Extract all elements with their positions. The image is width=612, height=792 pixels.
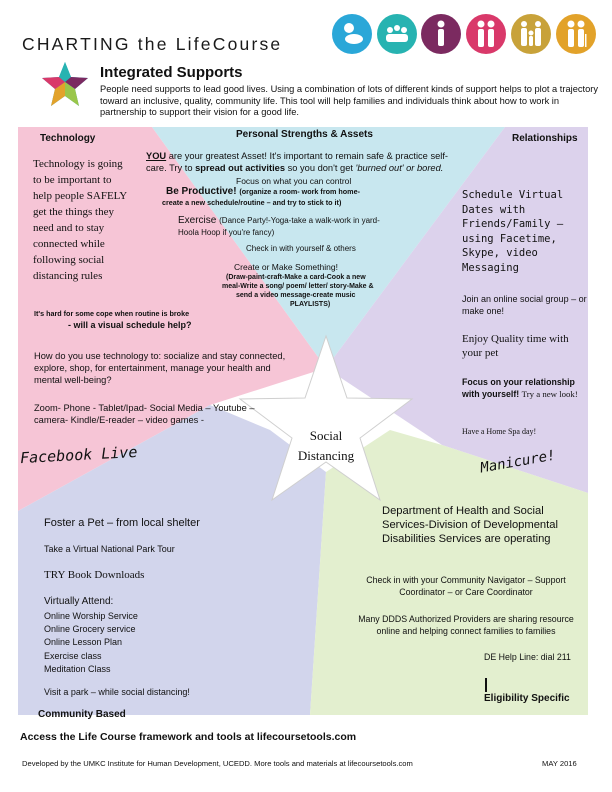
personal-line2b: spread out activities xyxy=(195,163,285,173)
center-label-line2: Distancing xyxy=(297,448,355,463)
create-detail-1: (Draw-paint-craft-Make a card-Cook a new xyxy=(226,274,366,281)
check-in: Check in with yourself & others xyxy=(246,244,356,253)
be-productive-heading: Be Productive! xyxy=(166,186,237,197)
virtually-attend: Virtually Attend: xyxy=(44,596,114,607)
help-line: DE Help Line: dial 211 xyxy=(484,652,571,662)
eligibility-heading: Eligibility Specific xyxy=(484,693,570,704)
you-word: YOU xyxy=(146,151,167,161)
technology-devices: Zoom- Phone - Tablet/Ipad- Social Media – Youtube – camera- Kindle/E-reader – video games - xyxy=(34,403,255,425)
personal-line2d: 'burned out' or bored. xyxy=(355,163,444,173)
create-detail-2: meal-Write a song/ poem/ letter/ story-Make & xyxy=(222,283,374,290)
footer-date: MAY 2016 xyxy=(542,759,577,768)
exercise xyxy=(178,215,380,226)
community-heading: Community Based xyxy=(38,709,126,720)
be-productive xyxy=(166,186,360,197)
focus-control: Focus on what you can control xyxy=(236,176,352,186)
personal-line2 xyxy=(146,163,476,173)
technology-question: How do you use technology to: socialize and stay connected, explore, shop, for entertainment, manage your health and mental well-being? xyxy=(34,351,286,385)
personal-heading: Personal Strengths & Assets xyxy=(236,129,373,140)
technology-text: Technology is going to be important to help people SAFELY get the things they need and to stay connected while following social distancing rules xyxy=(33,158,127,282)
virtual-attend-list xyxy=(44,610,138,676)
exercise-detail-2: Hoola Hoop if you're fancy) xyxy=(178,228,275,237)
be-productive-detail-2: create a new schedule/routine – and try to stick to it) xyxy=(162,198,342,207)
community-navigator: Check in with your Community Navigator – Support Coordinator – or Care Coordinator xyxy=(366,575,566,597)
home-spa: Have a Home Spa day! xyxy=(462,427,537,436)
personal-line1-text: are your greatest Asset! It's important to remain safe & practice self- xyxy=(168,151,449,161)
be-productive-detail: (organize a room- work from home- xyxy=(239,187,360,196)
list-item: Online Lesson Plan xyxy=(44,637,123,648)
handwritten-manicure: Manicure! xyxy=(479,447,557,477)
cursor-mark xyxy=(485,678,487,692)
ddds-operating: Department of Health and Social Services-Division of Developmental Disabilities Services are operating xyxy=(382,505,558,545)
create-detail-4: PLAYLISTS) xyxy=(290,301,331,308)
foster-pet: Foster a Pet – from local shelter xyxy=(44,517,200,529)
book-downloads: TRY Book Downloads xyxy=(44,569,145,581)
exercise-detail: (Dance Party!-Yoga-take a walk-work in yard- xyxy=(219,216,380,225)
schedule-note-1: It's hard for some cope when routine is broke xyxy=(34,309,190,318)
personal-line2c: so you don't get xyxy=(287,163,353,173)
exercise-heading: Exercise xyxy=(178,215,217,226)
list-item: Meditation Class xyxy=(44,663,111,674)
list-item: Exercise class xyxy=(44,650,102,661)
focus-yourself xyxy=(462,376,586,400)
personal-line2a: care. Try to xyxy=(146,163,193,173)
quality-time-pet: Enjoy Quality time with your pet xyxy=(462,333,569,359)
create-heading: Create or Make Something! xyxy=(234,262,338,272)
schedule-virtual-dates: Schedule Virtual Dates with Friends/Family – using Facetime, Skype, video Messaging xyxy=(462,189,564,274)
technology-heading: Technology xyxy=(40,133,96,144)
focus-yourself-rest: Try a new look! xyxy=(521,389,578,399)
footer-credit: Developed by the UMKC Institute for Human Development, UCEDD. More tools and materials at lifecoursetools.com xyxy=(22,759,413,768)
visit-park: Visit a park – while social distancing! xyxy=(44,687,190,697)
relationships-heading: Relationships xyxy=(512,133,578,144)
schedule-note-2: - will a visual schedule help? xyxy=(68,320,192,330)
header-title: CHARTING the LifeCourse xyxy=(22,34,283,54)
list-item: Online Worship Service xyxy=(44,611,138,621)
ddds-providers: Many DDDS Authorized Providers are sharing resource online and helping connect families to families xyxy=(358,614,574,636)
join-social-group: Join an online social group – or make one! xyxy=(462,294,587,316)
personal-line1 xyxy=(146,151,476,161)
focus-yourself-bold: Focus on your relationship with yourself! xyxy=(462,377,575,399)
create-detail-3: send a video message-create music xyxy=(236,292,356,299)
virtual-park-tour: Take a Virtual National Park Tour xyxy=(44,544,175,554)
document-title: Integrated Supports xyxy=(100,64,243,81)
access-lifecourse: Access the Life Course framework and tools at lifecoursetools.com xyxy=(20,731,357,743)
handwritten-facebook-live: Facebook Live xyxy=(19,442,138,468)
intro-paragraph: People need supports to lead good lives. Using a combination of lots of different kinds of support helps to plot a trajectory toward an inclusive, quality, community life. This tool will help families and individuals think about how to work in partnership to support their vision for a good life. xyxy=(100,84,599,118)
center-label-line1: Social xyxy=(309,428,343,443)
list-item: Online Grocery service xyxy=(44,624,136,635)
